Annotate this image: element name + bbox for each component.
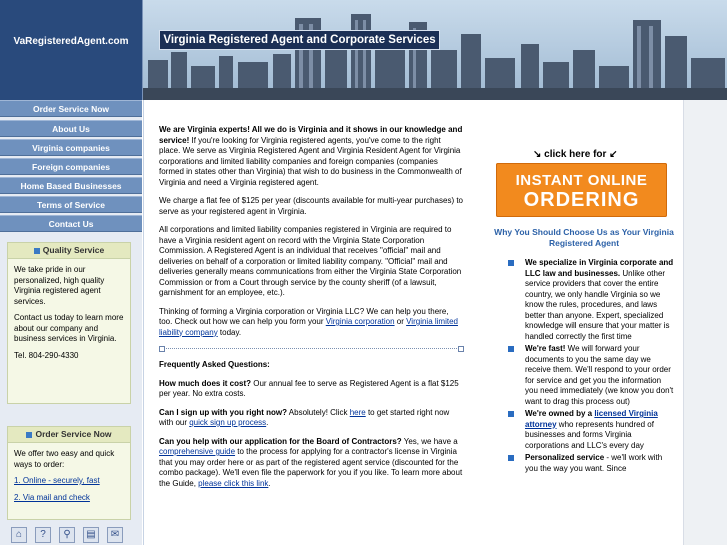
forming-paragraph <box>159 307 464 339</box>
intro-text: If you're looking for Virginia registered agents, you've come to the right place. We serve as Virginia Registered Agent and Virginia Resident Agent for Virginia corporations and limited liability companies and foreign companies (companies formed in states other than Virginia) that wish to do business in the Commonwealth of Virginia and need a Virginia registered agent. <box>159 135 462 187</box>
nav-order-service-now[interactable]: Order Service Now <box>0 100 142 117</box>
nav-contact-us[interactable]: Contact Us <box>0 215 142 232</box>
faq-question: Can I sign up with you right now? <box>159 407 287 417</box>
faq-answer: Absolutely! Click <box>287 407 350 417</box>
order-intro: We offer two easy and quick ways to order: <box>14 449 115 469</box>
virginia-corporation-link[interactable]: Virginia corporation <box>325 317 395 326</box>
bullet-icon <box>26 432 32 438</box>
faq-question: How much does it cost? <box>159 378 252 388</box>
faq-item-cost <box>159 379 464 400</box>
city-skyline-image <box>143 0 727 100</box>
forming-text: Thinking of forming a Virginia corporation or Virginia LLC? We can help you there, too. Check out how we can help you form your <box>159 306 449 326</box>
why-item-fast <box>508 344 674 407</box>
site-name[interactable]: VaRegisteredAgent.com <box>13 36 129 47</box>
divider-line <box>162 348 461 349</box>
why-choose-us-heading: Why You Should Choose Us as Your Virginia Registered Agent <box>494 227 674 248</box>
home-icon[interactable]: ⌂ <box>11 527 27 543</box>
why-item-bold: We're fast! <box>525 344 566 353</box>
fee-paragraph: We charge a flat fee of $125 per year (discounts available for multi-year purchases) to serve as your registered agent in Virginia. <box>159 196 464 216</box>
order-option-mail <box>14 493 125 504</box>
order-service-heading <box>8 427 130 443</box>
quality-service-heading <box>8 243 130 259</box>
header <box>0 0 727 100</box>
help-icon[interactable]: ? <box>35 527 51 543</box>
faq-answer: Our annual fee to serve as Registered Agent is a flat $125 per year. No extra costs. <box>159 378 459 398</box>
bullet-icon <box>34 248 40 254</box>
faq-answer-mid: to get started right now with our <box>159 407 450 427</box>
why-item-personalized <box>508 453 674 474</box>
why-item-text: We will forward your documents to you the same day we receive them. We'll respond to your order for service and get you the information you need immediately (we know you don't want to drag this process out) <box>525 344 674 406</box>
quality-service-text: We take pride in our personalized, high quality Virginia registered agent services. <box>14 265 105 306</box>
site-logo-box[interactable] <box>0 0 143 100</box>
nav-terms-of-service[interactable]: Terms of Service <box>0 196 142 213</box>
print-icon[interactable]: ▤ <box>83 527 99 543</box>
banner-title: Virginia Registered Agent and Corporate Services <box>163 34 436 46</box>
quality-service-box <box>7 242 131 404</box>
divider-handle-right <box>458 346 464 352</box>
why-item-bold: We're owned by a <box>525 409 595 418</box>
why-item-attorney <box>508 409 674 451</box>
intro-paragraph <box>159 125 464 188</box>
nav-foreign-companies[interactable]: Foreign companies <box>0 158 142 175</box>
quality-contact-text: Contact us today to learn more about our company and business services in Virginia. <box>14 313 124 343</box>
search-icon[interactable]: ⚲ <box>59 527 75 543</box>
quick-signup-link[interactable]: quick sign up process <box>189 418 267 427</box>
faq-title <box>159 360 464 371</box>
forming-text-end: today. <box>217 327 242 337</box>
click-here-label: ↘ click here for ↙ <box>533 149 618 160</box>
mail-icon[interactable]: ✉ <box>107 527 123 543</box>
why-item-specialize <box>508 258 674 342</box>
nav-about-us[interactable]: About Us <box>0 120 142 137</box>
section-divider <box>159 346 464 352</box>
guide-info-link[interactable]: please click this link <box>198 478 269 488</box>
order-mail-link[interactable]: 2. Via mail and check <box>14 492 90 502</box>
order-button-line1[interactable]: INSTANT ONLINE <box>515 172 648 189</box>
faq-item-signup <box>159 408 464 429</box>
quality-phone: Tel. 804-290-4330 <box>14 350 79 360</box>
instant-online-ordering-button[interactable] <box>496 163 667 217</box>
nav-home-based-businesses[interactable]: Home Based Businesses <box>0 177 142 194</box>
order-service-title: Order Service Now <box>35 429 112 439</box>
bullet-icon <box>508 411 514 417</box>
virginia-llc-link[interactable]: Virginia limited liability company <box>159 317 458 337</box>
bullet-icon <box>508 346 514 352</box>
right-edge-strip <box>683 100 727 545</box>
main-content <box>143 100 473 545</box>
banner <box>159 30 440 50</box>
signup-here-link[interactable]: here <box>349 407 366 417</box>
intro-bold: We are Virginia experts! All we do is Virginia and it shows in our knowledge and service! <box>159 125 463 145</box>
bottom-icon-bar <box>11 527 131 545</box>
why-item-text: - we'll work with you the way you want. Since <box>525 453 663 473</box>
order-option-online <box>14 476 125 487</box>
faq-answer-mid: to the process for applying for a contractor's license in Virginia that you may order here or as part of the registered agent service (discounted for the combo package). We'll even file the paperwork for you if you like. To learn more about the Guide, <box>159 447 463 488</box>
order-online-link[interactable]: 1. Online - securely, fast <box>14 476 100 485</box>
bullet-icon <box>508 455 514 461</box>
bullet-icon <box>508 260 514 266</box>
faq-title-text: Frequently Asked Questions: <box>159 360 270 369</box>
nav-virginia-companies[interactable]: Virginia companies <box>0 139 142 156</box>
faq-item-contractors <box>159 437 464 490</box>
faq-answer-end: . <box>268 478 271 488</box>
requirements-paragraph: All corporations and limited liability companies registered in Virginia are required to have a Virginia resident agent on record with the Virginia State Corporation Commission. A Registered Agent is an individual that receives "official" mail and deliveries on behalf of a corporation or limited liability company. "Official" mail and deliveries generally means communications from either the Virginia State Corporation Commission or from a Court through service by the county sheriff (of a lawsuit, garnishment for an employee, etc.). <box>159 225 462 297</box>
forming-text-mid: or <box>394 317 407 326</box>
why-choose-us-list <box>508 258 674 476</box>
why-item-text: Unlike other service providers that cover the entire country, we only handle Virginia so we know the rules, procedures, and laws better than anyone. Expert, specialized knowledge will ensure that your matter is handled correctly the first time <box>525 268 670 341</box>
why-item-bold: We specialize in Virginia corporate and LLC law and businesses. <box>525 258 674 278</box>
order-service-box <box>7 426 131 520</box>
why-item-bold: Personalized service <box>525 453 605 462</box>
order-button-line2[interactable]: ORDERING <box>523 189 640 211</box>
licensed-attorney-link[interactable]: licensed Virginia attorney <box>525 409 658 429</box>
comprehensive-guide-link[interactable]: comprehensive guide <box>159 447 236 456</box>
quality-service-title: Quality Service <box>42 245 105 255</box>
faq-answer: Yes, we have a <box>401 436 458 446</box>
faq-question: Can you help with our application for the Board of Contractors? <box>159 436 402 446</box>
why-item-text: who represents hundred of businesses and forms Virginia corporations and LLC's every day <box>525 419 654 450</box>
faq-answer-end: . <box>266 418 269 427</box>
divider-handle-left <box>159 346 165 352</box>
